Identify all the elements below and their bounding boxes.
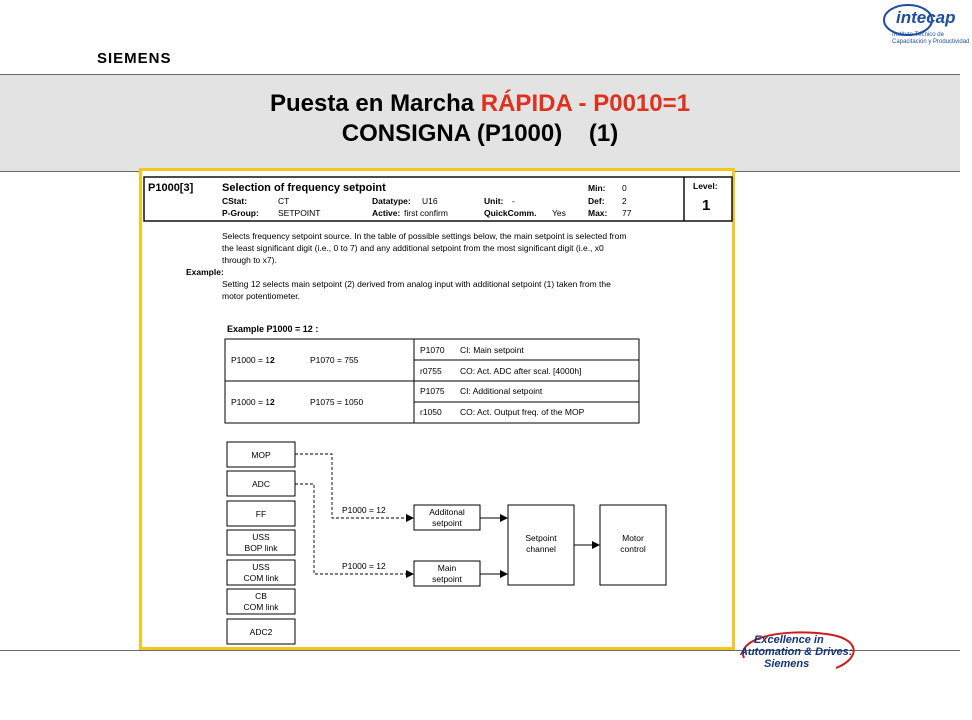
table-row2-param: P1075 = 1050: [310, 397, 364, 407]
pgroup-label: P-Group:: [222, 208, 259, 218]
quickcomm-value: Yes: [552, 208, 566, 218]
additional-block-line1: Additonal: [429, 507, 465, 517]
min-label: Min:: [588, 183, 606, 193]
slide-title-line2: CONSIGNA (P1000) (1): [341, 120, 619, 147]
level-value: 1: [702, 197, 711, 214]
intecap-wordmark: intecap: [896, 8, 956, 27]
description-line1: Selects frequency setpoint source. In the table of possible settings below, the main setpoint is selected from: [222, 231, 627, 241]
motor-block-line2: control: [620, 544, 646, 554]
table-row1-param: P1070 = 755: [310, 355, 359, 365]
table-row1-code2: r0755: [420, 366, 442, 376]
route-label-additional: P1000 = 12: [342, 505, 386, 515]
datatype-label: Datatype:: [372, 196, 411, 206]
table-row1-text1: CI: Main setpoint: [460, 345, 524, 355]
source-uss-bop-line2: BOP link: [244, 543, 278, 553]
table-row1-text2: CO: Act. ADC after scal. [4000h]: [460, 366, 582, 376]
title-prefix: Puesta en Marcha: [270, 90, 481, 117]
def-label: Def:: [588, 196, 605, 206]
intecap-subtitle-line2: Capacitación y Productividad: [892, 39, 970, 45]
source-uss-com-line2: COM link: [243, 573, 279, 583]
motor-block-line1: Motor: [622, 533, 644, 543]
manual-excerpt: [139, 168, 735, 650]
max-value: 77: [622, 208, 632, 218]
example-line2: motor potentiometer.: [222, 291, 300, 301]
table-row2-text2: CO: Act. Output freq. of the MOP: [460, 407, 585, 417]
source-uss-com-line1: USS: [252, 562, 270, 572]
max-label: Max:: [588, 208, 608, 218]
example-heading: Example:: [186, 267, 224, 277]
main-block-line2: setpoint: [432, 574, 462, 584]
manual-page-drawing: [142, 171, 732, 647]
intecap-logo: [878, 2, 970, 52]
siemens-logo: SIEMENS: [97, 50, 172, 67]
quickcomm-label: QuickComm.: [484, 208, 537, 218]
source-cb-com-line1: CB: [255, 591, 267, 601]
table-row2-code2: r1050: [420, 407, 442, 417]
source-adc-label: ADC: [252, 479, 270, 489]
main-block-line1: Main: [437, 563, 457, 573]
title-highlight: RÁPIDA - P0010=1: [480, 90, 690, 117]
table-row2-code1: P1075: [420, 386, 445, 396]
additional-block-line2: setpoint: [432, 518, 462, 528]
table-row2-text1: CI: Additional setpoint: [460, 386, 543, 396]
source-uss-bop-line1: USS: [252, 532, 270, 542]
source-mop-label: MOP: [251, 450, 271, 460]
cstat-label: CStat:: [222, 196, 248, 206]
excellence-tagline: [736, 628, 858, 678]
arrow-channel-to-motor: [592, 541, 600, 549]
arrow-main-to-channel: [500, 570, 508, 578]
active-label: Active:: [372, 208, 401, 218]
route-label-main: P1000 = 12: [342, 561, 386, 571]
datatype-value: U16: [422, 196, 438, 206]
tagline-line2: Automation & Drives:: [740, 646, 853, 658]
table-row1-code1: P1070: [420, 345, 445, 355]
param-name: Selection of frequency setpoint: [222, 182, 386, 194]
channel-block-line2: channel: [526, 544, 556, 554]
arrow-to-main: [406, 570, 414, 578]
unit-label: Unit:: [484, 196, 504, 206]
table-row2-setting: P1000 = 12: [231, 397, 275, 407]
table-row1-setting: P1000 = 12: [231, 355, 275, 365]
source-ff-label: FF: [255, 509, 267, 519]
tagline-line1: Excellence in: [754, 634, 824, 646]
unit-value: -: [512, 196, 515, 206]
source-adc2-label: ADC2: [249, 627, 273, 637]
channel-block-line1: Setpoint: [525, 533, 557, 543]
intecap-subtitle: [892, 32, 972, 46]
description-line3: through to x7).: [222, 255, 277, 265]
description-line2: the least significant digit (i.e., 0 to 7) and any additional setpoint from the most significant digit (i.e., x0: [222, 243, 604, 253]
param-id: P1000[3]: [148, 182, 194, 194]
pgroup-value: SETPOINT: [278, 208, 321, 218]
active-value: first confirm: [404, 208, 448, 218]
min-value: 0: [622, 183, 627, 193]
level-label: Level:: [693, 181, 718, 191]
def-value: 2: [622, 196, 627, 206]
source-cb-com-line2: COM link: [243, 602, 279, 612]
arrow-additional-to-channel: [500, 514, 508, 522]
example-line1: Setting 12 selects main setpoint (2) derived from analog input with additional setpoint (1) taken from the: [222, 279, 611, 289]
intecap-subtitle-line1: Instituto Técnico de: [892, 32, 944, 38]
cstat-value: CT: [278, 196, 290, 206]
arrow-to-additional: [406, 514, 414, 522]
slide-title-line1: [0, 90, 960, 118]
example-table-title: Example P1000 = 12 :: [227, 324, 319, 334]
tagline-line3: Siemens: [764, 658, 810, 670]
